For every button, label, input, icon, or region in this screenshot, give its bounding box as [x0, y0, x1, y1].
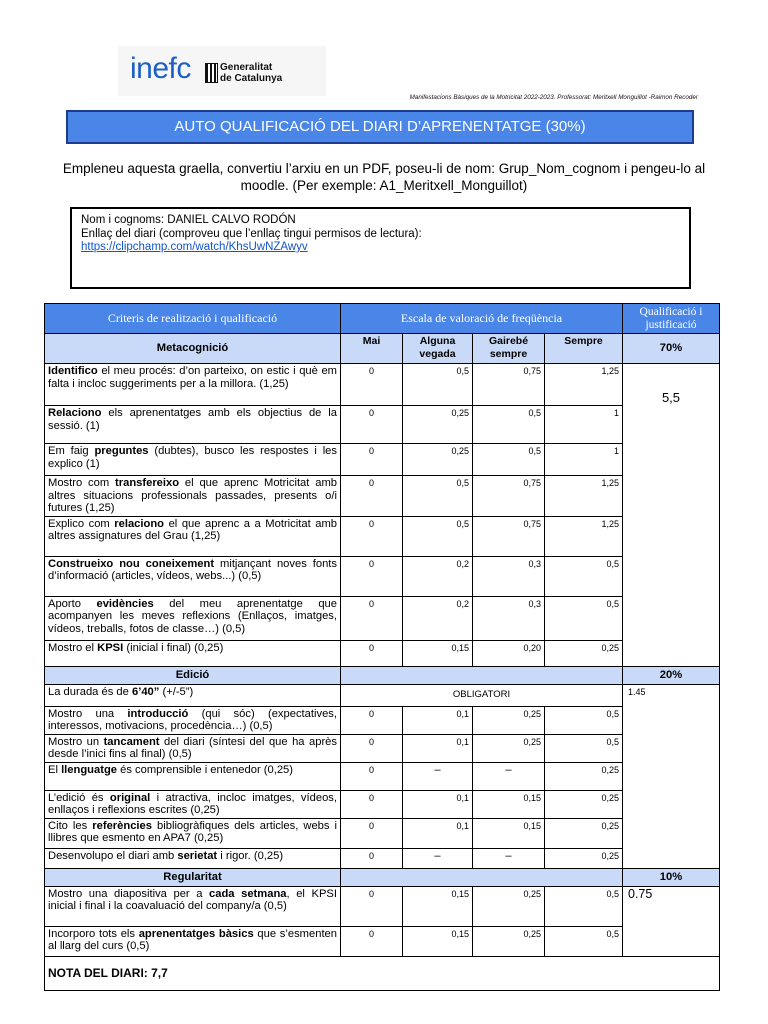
- criterion-post: del diari (síntesi del que ha après desde l’inici fins al final) (0,5): [48, 735, 337, 760]
- scale-value[interactable]: 0,25: [473, 886, 545, 926]
- scale-value[interactable]: 1,25: [545, 516, 623, 556]
- inefc-logo: inefc: [130, 52, 191, 85]
- instructions-text: Empleneu aquesta graella, convertiu l’arxiu en un PDF, poseu-li de nom: Grup_Nom_cognom i pengeu-lo al moodle. (Per exemple: A1_Meritxell_Monguillot): [62, 161, 706, 193]
- scale-value[interactable]: 0,25: [545, 790, 623, 818]
- criterion-key: relaciono: [114, 517, 165, 530]
- criterion-post: , el KPSI inicial i final i la coavaluació del company/a (0,5): [48, 887, 337, 912]
- section-header-spacer: [341, 868, 623, 886]
- scale-value[interactable]: 0: [341, 848, 403, 868]
- scale-value[interactable]: 0,5: [473, 406, 545, 444]
- criterion-pre: Mostro el: [48, 641, 98, 654]
- criterion-post: els aprenentatges amb els objectius de la sessió. (1): [48, 407, 337, 432]
- scale-value[interactable]: 0: [341, 596, 403, 640]
- scale-value[interactable]: 0,25: [545, 848, 623, 868]
- diary-link[interactable]: https://clipchamp.com/watch/KhsUwNZAwyv: [81, 241, 308, 253]
- scale-value[interactable]: 0,75: [473, 476, 545, 517]
- criterion-pre: Cito les: [48, 819, 93, 832]
- scale-level-header: Gairebé sempre: [473, 334, 545, 364]
- scale-value[interactable]: 0,15: [403, 926, 473, 956]
- criterion-pre: Mostro com: [48, 477, 116, 489]
- scale-value[interactable]: 0,5: [545, 734, 623, 762]
- criterion-text: [45, 926, 341, 956]
- criterion-post: el que aprenc Motricitat amb altres situacions professionals passades, presents o/i futures (1,25): [48, 477, 337, 514]
- criterion-pre: El: [48, 763, 62, 776]
- scale-value[interactable]: 0,25: [403, 444, 473, 476]
- scale-value[interactable]: 0: [341, 556, 403, 596]
- criterion-key: preguntes: [94, 445, 149, 457]
- criterion-text: [45, 556, 341, 596]
- course-header-note: Manifestacions Bàsiques de la Motricitat 2022-2023. Professorat: Meritxell Monguillot -Raimon Recoder: [409, 94, 698, 101]
- scale-value[interactable]: 0: [341, 886, 403, 926]
- criterion-pre: Mostro una: [48, 707, 128, 720]
- criterion-text: [45, 684, 341, 706]
- criterion-text: [45, 790, 341, 818]
- criterion-pre: Incorporo tots els: [48, 927, 139, 940]
- scale-value[interactable]: 0,25: [473, 706, 545, 734]
- scale-value[interactable]: 0,25: [545, 762, 623, 790]
- criterion-key: introducció: [127, 707, 189, 720]
- scale-value[interactable]: 0,5: [545, 926, 623, 956]
- criterion-post: el meu procés: d’on parteixo, on estic i què em falta i incloc suggeriments per a la millora. (1,25): [48, 365, 337, 390]
- scale-value[interactable]: 0: [341, 790, 403, 818]
- criterion-post: i atractiva, incloc imatges, vídeos, enllaços i reflexions escrites (0,25): [48, 791, 337, 816]
- criterion-key: KPSI: [97, 641, 124, 654]
- section-score[interactable]: 1.45: [623, 684, 720, 868]
- scale-value[interactable]: 0,75: [473, 516, 545, 556]
- criterion-post: (inicial i final) (0,25): [123, 641, 224, 654]
- scale-value[interactable]: 0,2: [403, 556, 473, 596]
- criterion-pre: Mostro una diapositiva per a: [48, 887, 210, 900]
- scale-value[interactable]: 0,5: [545, 706, 623, 734]
- scale-value[interactable]: 0,15: [473, 818, 545, 848]
- criterion-key: transfereixo: [115, 477, 180, 489]
- scale-value[interactable]: 0,1: [403, 706, 473, 734]
- scale-level-header: Mai: [341, 334, 403, 364]
- generalitat-shield-icon: [205, 63, 218, 83]
- criterion-key: serietat: [177, 849, 218, 862]
- criterion-key: tancament: [103, 735, 160, 748]
- scale-value[interactable]: 0,5: [403, 476, 473, 517]
- criterion-pre: La durada és de: [48, 685, 132, 698]
- criterion-pre: Mostro un: [48, 735, 104, 748]
- criterion-post: mitjançant noves fonts d’informació (articles, vídeos, webs...) (0,5): [48, 557, 337, 582]
- section-percent: 20%: [623, 666, 720, 684]
- scale-value[interactable]: 0,25: [545, 640, 623, 666]
- scale-value[interactable]: 0,1: [403, 734, 473, 762]
- scale-value[interactable]: 0,5: [403, 364, 473, 406]
- criterion-key: 6’40”: [131, 685, 160, 698]
- section-score[interactable]: 0.75: [623, 886, 720, 956]
- criterion-text: [45, 706, 341, 734]
- scale-value[interactable]: 0: [341, 762, 403, 790]
- diary-link-label: Enllaç del diari (comproveu que l’enllaç tingui permisos de lectura):: [81, 227, 422, 240]
- criterion-text: [45, 476, 341, 517]
- criterion-text: [45, 640, 341, 666]
- assessment-table: [44, 303, 720, 991]
- scale-value[interactable]: 0: [341, 406, 403, 444]
- document-title: AUTO QUALIFICACIÓ DEL DIARI D’APRENENTATGE (30%): [66, 110, 694, 144]
- criterion-text: [45, 444, 341, 476]
- criterion-post: (+/-5”): [159, 685, 194, 698]
- scale-value[interactable]: 0,2: [403, 596, 473, 640]
- scale-value[interactable]: –: [403, 848, 473, 868]
- final-grade: NOTA DEL DIARI: 7,7: [45, 956, 720, 990]
- section-percent: 70%: [623, 334, 720, 364]
- scale-level-header: Alguna vegada: [403, 334, 473, 364]
- scale-value[interactable]: 0,25: [473, 734, 545, 762]
- scale-value[interactable]: 0,1: [403, 818, 473, 848]
- criterion-key: evidències: [96, 597, 154, 610]
- scale-value[interactable]: 0,25: [403, 406, 473, 444]
- criterion-text: [45, 364, 341, 406]
- scale-value[interactable]: 0,20: [473, 640, 545, 666]
- section-header: Edició: [45, 666, 341, 684]
- scale-value[interactable]: 0,25: [545, 818, 623, 848]
- criterion-text: [45, 516, 341, 556]
- criterion-key: cada setmana: [209, 887, 287, 900]
- scale-value[interactable]: 0: [341, 706, 403, 734]
- section-header: Metacognició: [45, 334, 341, 364]
- criterion-pre: Explico com: [48, 517, 115, 530]
- criterion-pre: L’edició és: [48, 791, 110, 804]
- scale-value[interactable]: 0: [341, 364, 403, 406]
- criterion-post: que s’esmenten al llarg del curs (0,5): [48, 927, 337, 952]
- section-percent: 10%: [623, 868, 720, 886]
- criterion-post: és comprensible i entenedor (0,25): [117, 763, 294, 776]
- scale-value[interactable]: 0,5: [545, 886, 623, 926]
- scale-value[interactable]: 0,75: [473, 364, 545, 406]
- section-score[interactable]: 5,5: [623, 364, 720, 667]
- criterion-key: Relaciono: [48, 407, 102, 419]
- section-header-spacer: [341, 666, 623, 684]
- scale-value[interactable]: 0: [341, 476, 403, 517]
- scale-value[interactable]: 0,25: [473, 926, 545, 956]
- scale-value[interactable]: 0,15: [403, 640, 473, 666]
- scale-value[interactable]: 0,15: [403, 886, 473, 926]
- criterion-pre: Aporto: [48, 597, 97, 610]
- scale-value[interactable]: 0: [341, 818, 403, 848]
- criterion-post: bibliogràfiques dels articles, webs i llibres que esmento en APA7 (0,25): [48, 819, 337, 844]
- student-info-box: [70, 207, 691, 289]
- criterion-post: (dubtes), busco les respostes i les explico (1): [48, 445, 337, 470]
- scale-level-header: Sempre: [545, 334, 623, 364]
- scale-value[interactable]: 1,25: [545, 364, 623, 406]
- scale-value[interactable]: 1: [545, 406, 623, 444]
- scale-value[interactable]: 0: [341, 734, 403, 762]
- gov-line-2: de Catalunya: [220, 73, 283, 84]
- criterion-key: original: [109, 791, 151, 804]
- scale-value[interactable]: 0: [341, 516, 403, 556]
- student-name: Nom i cognoms: DANIEL CALVO RODÓN: [81, 214, 296, 226]
- criterion-text: [45, 818, 341, 848]
- scale-value[interactable]: 1: [545, 444, 623, 476]
- scale-value[interactable]: –: [473, 762, 545, 790]
- scale-value[interactable]: 0,5: [473, 444, 545, 476]
- criterion-key: aprenentatges bàsics: [138, 927, 254, 940]
- scale-value[interactable]: 0: [341, 444, 403, 476]
- scale-value[interactable]: –: [473, 848, 545, 868]
- scale-value[interactable]: 0,5: [545, 596, 623, 640]
- criterion-post: el que aprenc a a Motricitat amb altres assignatures del Grau (1,25): [48, 517, 337, 542]
- criterion-text: [45, 406, 341, 444]
- scale-value[interactable]: 0,1: [403, 790, 473, 818]
- criterion-key: referències: [92, 819, 152, 832]
- score-column-header: Qualificació i justificació: [623, 304, 720, 334]
- criterion-text: [45, 886, 341, 926]
- criterion-pre: Desenvolupo el diari amb: [48, 849, 178, 862]
- criterion-text: [45, 734, 341, 762]
- criterion-post: i rigor. (0,25): [217, 849, 284, 862]
- scale-value[interactable]: 1,25: [545, 476, 623, 517]
- scale-column-header: Escala de valoració de freqüència: [341, 304, 623, 334]
- criterion-key: Identifico: [48, 365, 98, 377]
- scale-value[interactable]: 0,3: [473, 596, 545, 640]
- criteria-column-header: Criteris de realització i qualificació: [45, 304, 341, 334]
- criterion-post: (qui sóc) (expectatives, interessos, motivacions, procedència…) (0,5): [48, 707, 337, 732]
- scale-value[interactable]: 0: [341, 926, 403, 956]
- scale-value[interactable]: 0: [341, 640, 403, 666]
- criterion-pre: Em faig: [48, 445, 95, 457]
- scale-value[interactable]: 0,5: [545, 556, 623, 596]
- scale-value[interactable]: 0,3: [473, 556, 545, 596]
- scale-value[interactable]: –: [403, 762, 473, 790]
- generalitat-logo: [220, 62, 282, 84]
- scale-value[interactable]: 0,15: [473, 790, 545, 818]
- criterion-text: [45, 848, 341, 868]
- gov-line-1: Generalitat: [220, 62, 273, 73]
- criterion-key: Construeixo nou coneixement: [48, 557, 215, 570]
- criterion-text: [45, 596, 341, 640]
- section-header: Regularitat: [45, 868, 341, 886]
- mandatory-note: OBLIGATORI: [341, 684, 623, 706]
- criterion-text: [45, 762, 341, 790]
- criterion-post: del meu aprenentatge que acompanyen les meves reflexions (Enllaços, imatges, vídeos, treballs, fotos de classe…) (0,5): [48, 597, 337, 635]
- criterion-key: llenguatge: [61, 763, 118, 776]
- scale-value[interactable]: 0,5: [403, 516, 473, 556]
